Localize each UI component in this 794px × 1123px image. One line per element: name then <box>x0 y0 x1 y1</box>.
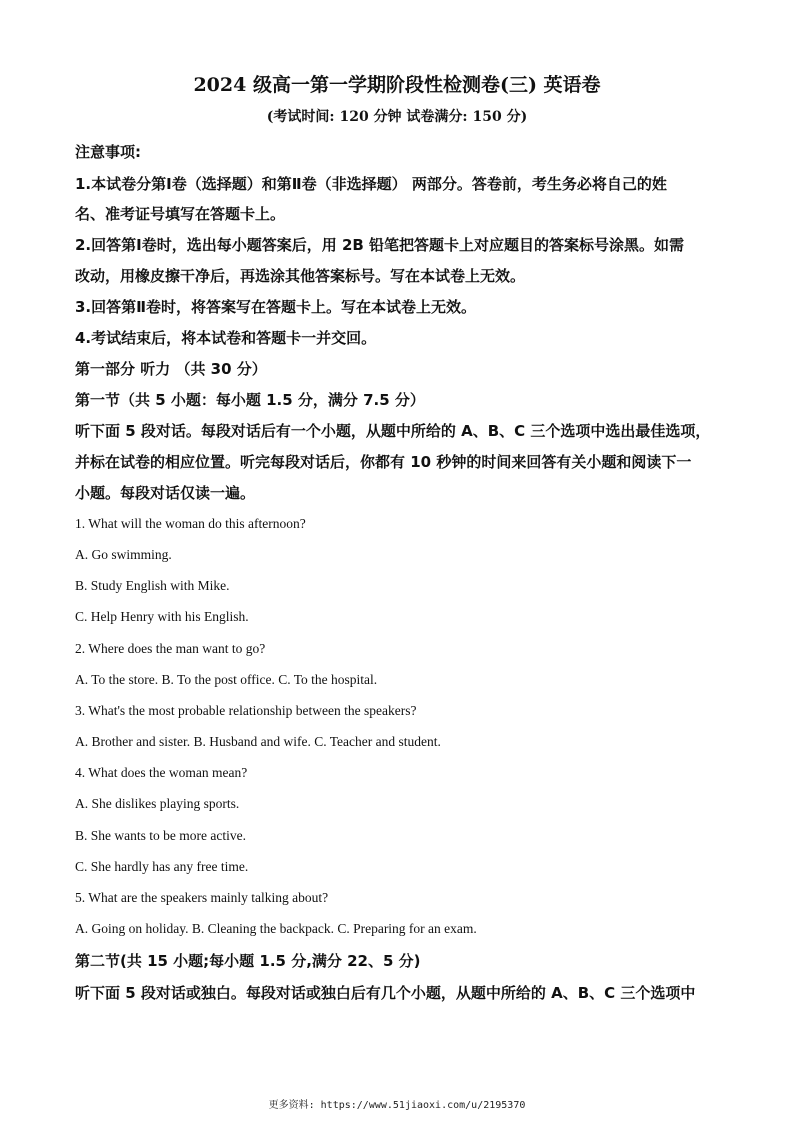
question-5: 5. What are the speakers mainly talking about? <box>75 890 329 905</box>
question-4: 4. What does the woman mean? <box>75 765 248 780</box>
question-3: 3. What's the most probable relationship between the speakers? <box>75 703 417 718</box>
option-line: A. Going on holiday. B. Cleaning the backpack. C. Preparing for an exam. <box>75 921 477 936</box>
part1-heading: 第一部分 听力 （共 30 分） <box>75 360 267 378</box>
notes-line: 改动，用橡皮擦干净后，再选涂其他答案标号。写在本试卷上无效。 <box>75 267 526 285</box>
notes-line: 1.本试卷分第Ⅰ卷（选择题）和第Ⅱ卷（非选择题） 两部分。答卷前，考生务必将自己的姓 <box>75 175 667 193</box>
section1-instructions: 小题。每段对话仅读一遍。 <box>75 484 256 502</box>
section1-heading: 第一节（共 5 小题：每小题 1.5 分，满分 7.5 分） <box>75 391 425 409</box>
exam-info-subtitle: (考试时间: 120 分钟 试卷满分: 150 分) <box>266 109 528 125</box>
option-line: C. Help Henry with his English. <box>75 609 249 624</box>
option-line: A. She dislikes playing sports. <box>75 796 240 811</box>
option-line: C. She hardly has any free time. <box>75 859 249 874</box>
option-line: A. To the store. B. To the post office. C. To the hospital. <box>75 672 378 687</box>
notes-line: 名、准考证号填写在答题卡上。 <box>75 205 286 223</box>
section1-instructions: 并标在试卷的相应位置。听完每段对话后，你都有 10 秒钟的时间来回答有关小题和阅读下一 <box>75 453 692 471</box>
footer-link[interactable]: 更多资料: https://www.51jiaoxi.com/u/2195370 <box>268 1100 526 1111</box>
section2-instructions: 听下面 5 段对话或独白。每段对话或独白后有几个小题，从题中所给的 A、B、C 三个选项中 <box>75 984 696 1002</box>
notes-heading: 注意事项: <box>75 143 141 161</box>
option-line: B. Study English with Mike. <box>75 578 230 593</box>
section1-instructions: 听下面 5 段对话。每段对话后有一个小题，从题中所给的 A、B、C 三个选项中选出最佳选项， <box>75 422 711 440</box>
option-line: A. Go swimming. <box>75 547 172 562</box>
notes-line: 4.考试结束后，将本试卷和答题卡一并交回。 <box>75 329 377 347</box>
notes-line: 2.回答第Ⅰ卷时，选出每小题答案后，用 2B 铅笔把答题卡上对应题目的答案标号涂黑。如需 <box>75 236 685 254</box>
question-2: 2. Where does the man want to go? <box>75 641 266 656</box>
question-1: 1. What will the woman do this afternoon? <box>75 516 306 531</box>
page-title: 2024 级高一第一学期阶段性检测卷(三) 英语卷 <box>193 74 601 96</box>
option-line: A. Brother and sister. B. Husband and wife. C. Teacher and student. <box>75 734 441 749</box>
section2-heading: 第二节(共 15 小题;每小题 1.5 分,满分 22、5 分) <box>75 952 421 970</box>
notes-line: 3.回答第Ⅱ卷时，将答案写在答题卡上。写在本试卷上无效。 <box>75 298 477 316</box>
option-line: B. She wants to be more active. <box>75 828 246 843</box>
